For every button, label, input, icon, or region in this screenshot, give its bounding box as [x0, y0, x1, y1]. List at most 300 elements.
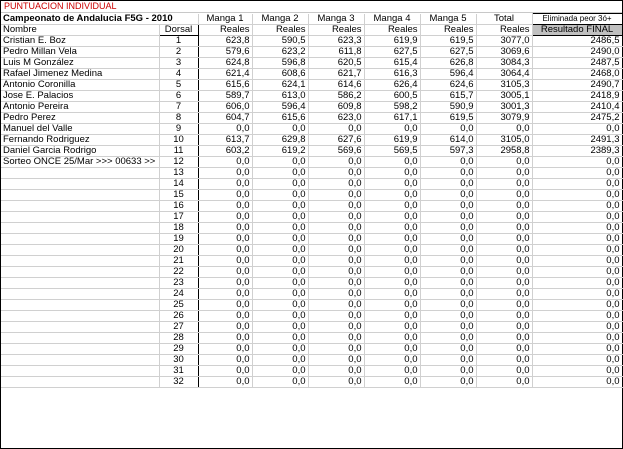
cell-dorsal[interactable]: 17	[159, 212, 198, 223]
cell-dorsal[interactable]: 29	[159, 344, 198, 355]
cell-final[interactable]: 0,0	[532, 267, 622, 278]
cell-total[interactable]: 0,0	[476, 212, 532, 223]
cell-manga-1[interactable]: 0,0	[198, 322, 252, 333]
cell-manga-2[interactable]: 615,6	[252, 113, 308, 124]
cell-manga-4[interactable]: 627,5	[364, 47, 420, 58]
cell-manga-1[interactable]: 0,0	[198, 223, 252, 234]
cell-manga-4[interactable]: 569,5	[364, 146, 420, 157]
cell-name[interactable]	[1, 355, 159, 366]
cell-manga-4[interactable]: 0,0	[364, 201, 420, 212]
cell-manga-1[interactable]: 0,0	[198, 201, 252, 212]
cell-final[interactable]: 0,0	[532, 212, 622, 223]
reales-header-5: Reales	[420, 25, 476, 36]
cell-name[interactable]: Antonio Coronilla	[1, 80, 159, 91]
cell-dorsal[interactable]: 15	[159, 190, 198, 201]
cell-manga-4[interactable]: 0,0	[364, 157, 420, 168]
cell-manga-2[interactable]: 0,0	[252, 234, 308, 245]
cell-manga-2[interactable]: 0,0	[252, 344, 308, 355]
cell-manga-5[interactable]: 626,8	[420, 58, 476, 69]
cell-dorsal[interactable]: 5	[159, 80, 198, 91]
cell-manga-1[interactable]: 603,2	[198, 146, 252, 157]
cell-manga-5[interactable]: 0,0	[420, 344, 476, 355]
cell-total[interactable]: 3079,9	[476, 113, 532, 124]
cell-name[interactable]	[1, 333, 159, 344]
cell-manga-5[interactable]: 0,0	[420, 179, 476, 190]
cell-name[interactable]	[1, 322, 159, 333]
cell-final[interactable]: 0,0	[532, 322, 622, 333]
cell-manga-1[interactable]: 0,0	[198, 278, 252, 289]
cell-manga-2[interactable]: 0,0	[252, 267, 308, 278]
cell-total[interactable]: 0,0	[476, 190, 532, 201]
cell-manga-1[interactable]: 0,0	[198, 311, 252, 322]
cell-manga-1[interactable]: 0,0	[198, 124, 252, 135]
cell-manga-4[interactable]: 0,0	[364, 355, 420, 366]
table-row	[1, 300, 622, 311]
cell-manga-3[interactable]: 0,0	[308, 256, 364, 267]
cell-manga-4[interactable]: 600,5	[364, 91, 420, 102]
cell-manga-5[interactable]: 0,0	[420, 190, 476, 201]
cell-name[interactable]	[1, 234, 159, 245]
cell-manga-4[interactable]: 0,0	[364, 256, 420, 267]
cell-manga-4[interactable]: 0,0	[364, 333, 420, 344]
cell-dorsal[interactable]: 26	[159, 311, 198, 322]
cell-manga-1[interactable]: 0,0	[198, 377, 252, 388]
cell-manga-3[interactable]: 0,0	[308, 157, 364, 168]
cell-manga-3[interactable]: 569,6	[308, 146, 364, 157]
cell-manga-1[interactable]: 0,0	[198, 190, 252, 201]
cell-manga-5[interactable]: 0,0	[420, 278, 476, 289]
cell-manga-3[interactable]: 0,0	[308, 377, 364, 388]
cell-manga-5[interactable]: 0,0	[420, 157, 476, 168]
table-row	[1, 355, 622, 366]
cell-total[interactable]: 2958,8	[476, 146, 532, 157]
cell-final[interactable]: 2490,7	[532, 80, 622, 91]
cell-manga-1[interactable]: 606,0	[198, 102, 252, 113]
cell-dorsal[interactable]: 16	[159, 201, 198, 212]
cell-name[interactable]	[1, 377, 159, 388]
reales-header-total: Reales	[476, 25, 532, 36]
cell-manga-3[interactable]: 0,0	[308, 201, 364, 212]
cell-manga-1[interactable]: 623,8	[198, 36, 252, 47]
cell-final[interactable]: 2389,3	[532, 146, 622, 157]
cell-name[interactable]	[1, 212, 159, 223]
cell-manga-4[interactable]: 0,0	[364, 223, 420, 234]
cell-manga-4[interactable]: 0,0	[364, 234, 420, 245]
cell-manga-3[interactable]: 0,0	[308, 190, 364, 201]
cell-final[interactable]: 2468,0	[532, 69, 622, 80]
cell-manga-4[interactable]: 0,0	[364, 212, 420, 223]
cell-manga-4[interactable]: 0,0	[364, 124, 420, 135]
cell-name[interactable]: Fernando Rodriguez	[1, 135, 159, 146]
cell-manga-4[interactable]: 0,0	[364, 300, 420, 311]
cell-total[interactable]: 0,0	[476, 355, 532, 366]
cell-dorsal[interactable]: 28	[159, 333, 198, 344]
cell-manga-2[interactable]: 590,5	[252, 36, 308, 47]
cell-dorsal[interactable]: 31	[159, 366, 198, 377]
cell-manga-2[interactable]: 0,0	[252, 311, 308, 322]
cell-manga-5[interactable]: 0,0	[420, 168, 476, 179]
cell-manga-2[interactable]: 0,0	[252, 333, 308, 344]
cell-total[interactable]: 3069,6	[476, 47, 532, 58]
cell-name[interactable]	[1, 300, 159, 311]
cell-final[interactable]: 0,0	[532, 157, 622, 168]
cell-manga-5[interactable]: 596,4	[420, 69, 476, 80]
cell-total[interactable]: 0,0	[476, 234, 532, 245]
cell-manga-1[interactable]: 0,0	[198, 267, 252, 278]
cell-manga-5[interactable]: 0,0	[420, 289, 476, 300]
cell-total[interactable]: 0,0	[476, 289, 532, 300]
cell-manga-3[interactable]: 611,8	[308, 47, 364, 58]
cell-dorsal[interactable]: 13	[159, 168, 198, 179]
cell-name[interactable]	[1, 190, 159, 201]
cell-name[interactable]	[1, 256, 159, 267]
cell-final[interactable]: 0,0	[532, 278, 622, 289]
cell-dorsal[interactable]: 14	[159, 179, 198, 190]
cell-manga-4[interactable]: 0,0	[364, 289, 420, 300]
cell-manga-2[interactable]: 0,0	[252, 179, 308, 190]
cell-total[interactable]: 0,0	[476, 245, 532, 256]
cell-manga-5[interactable]: 0,0	[420, 333, 476, 344]
cell-final[interactable]: 0,0	[532, 168, 622, 179]
cell-name[interactable]	[1, 344, 159, 355]
cell-final[interactable]: 0,0	[532, 124, 622, 135]
cell-manga-1[interactable]: 0,0	[198, 333, 252, 344]
cell-manga-2[interactable]: 0,0	[252, 212, 308, 223]
cell-name[interactable]: Manuel del Valle	[1, 124, 159, 135]
cell-manga-5[interactable]: 0,0	[420, 267, 476, 278]
cell-manga-2[interactable]: 0,0	[252, 300, 308, 311]
cell-manga-5[interactable]: 0,0	[420, 223, 476, 234]
cell-dorsal[interactable]: 11	[159, 146, 198, 157]
cell-dorsal[interactable]: 24	[159, 289, 198, 300]
cell-dorsal[interactable]: 25	[159, 300, 198, 311]
cell-dorsal[interactable]: 6	[159, 91, 198, 102]
cell-manga-2[interactable]: 619,2	[252, 146, 308, 157]
cell-total[interactable]: 0,0	[476, 377, 532, 388]
cell-name[interactable]: Antonio Pereira	[1, 102, 159, 113]
cell-manga-2[interactable]: 608,6	[252, 69, 308, 80]
cell-manga-2[interactable]: 0,0	[252, 366, 308, 377]
cell-manga-5[interactable]: 624,6	[420, 80, 476, 91]
cell-total[interactable]: 0,0	[476, 223, 532, 234]
cell-total[interactable]: 0,0	[476, 179, 532, 190]
cell-manga-2[interactable]: 0,0	[252, 355, 308, 366]
cell-final[interactable]: 0,0	[532, 377, 622, 388]
cell-total[interactable]: 3105,3	[476, 80, 532, 91]
cell-manga-1[interactable]: 0,0	[198, 234, 252, 245]
cell-manga-2[interactable]: 0,0	[252, 190, 308, 201]
cell-manga-3[interactable]: 0,0	[308, 179, 364, 190]
cell-manga-4[interactable]: 615,4	[364, 58, 420, 69]
cell-name[interactable]: Luis M González	[1, 58, 159, 69]
cell-manga-1[interactable]: 613,7	[198, 135, 252, 146]
cell-final[interactable]: 0,0	[532, 256, 622, 267]
cell-manga-3[interactable]: 0,0	[308, 322, 364, 333]
cell-manga-2[interactable]: 0,0	[252, 157, 308, 168]
cell-manga-2[interactable]: 623,2	[252, 47, 308, 58]
cell-final[interactable]: 2490,0	[532, 47, 622, 58]
cell-manga-4[interactable]: 0,0	[364, 168, 420, 179]
cell-total[interactable]: 3001,3	[476, 102, 532, 113]
cell-total[interactable]: 0,0	[476, 168, 532, 179]
cell-name[interactable]	[1, 168, 159, 179]
table-row	[1, 278, 622, 289]
section-title: PUNTUACION INDIVIDUAL	[4, 1, 117, 11]
cell-manga-3[interactable]: 0,0	[308, 278, 364, 289]
cell-manga-2[interactable]: 0,0	[252, 223, 308, 234]
cell-manga-5[interactable]: 0,0	[420, 212, 476, 223]
cell-final[interactable]: 2487,5	[532, 58, 622, 69]
score-table	[1, 13, 623, 388]
cell-dorsal[interactable]: 32	[159, 377, 198, 388]
cell-manga-3[interactable]: 0,0	[308, 300, 364, 311]
cell-manga-3[interactable]: 0,0	[308, 355, 364, 366]
cell-final[interactable]: 0,0	[532, 344, 622, 355]
cell-manga-4[interactable]: 0,0	[364, 190, 420, 201]
cell-manga-2[interactable]: 0,0	[252, 201, 308, 212]
cell-manga-1[interactable]: 604,7	[198, 113, 252, 124]
cell-manga-5[interactable]: 0,0	[420, 124, 476, 135]
cell-manga-3[interactable]: 620,5	[308, 58, 364, 69]
cell-manga-5[interactable]: 627,5	[420, 47, 476, 58]
cell-final[interactable]: 0,0	[532, 190, 622, 201]
cell-manga-4[interactable]: 0,0	[364, 179, 420, 190]
cell-manga-3[interactable]: 627,6	[308, 135, 364, 146]
cell-dorsal[interactable]: 12	[159, 157, 198, 168]
cell-manga-4[interactable]: 619,9	[364, 135, 420, 146]
cell-manga-5[interactable]: 0,0	[420, 201, 476, 212]
cell-manga-3[interactable]: 623,3	[308, 36, 364, 47]
cell-manga-5[interactable]: 590,9	[420, 102, 476, 113]
cell-manga-1[interactable]: 0,0	[198, 168, 252, 179]
cell-final[interactable]: 0,0	[532, 223, 622, 234]
cell-manga-3[interactable]: 0,0	[308, 289, 364, 300]
cell-total[interactable]: 0,0	[476, 201, 532, 212]
cell-dorsal[interactable]: 2	[159, 47, 198, 58]
cell-manga-1[interactable]: 589,7	[198, 91, 252, 102]
cell-final[interactable]: 0,0	[532, 311, 622, 322]
cell-name[interactable]: Rafael Jimenez Medina	[1, 69, 159, 80]
cell-manga-1[interactable]: 624,8	[198, 58, 252, 69]
cell-total[interactable]: 0,0	[476, 344, 532, 355]
cell-name[interactable]: Pedro Perez	[1, 113, 159, 124]
cell-dorsal[interactable]: 22	[159, 267, 198, 278]
cell-manga-5[interactable]: 597,3	[420, 146, 476, 157]
cell-dorsal[interactable]: 18	[159, 223, 198, 234]
cell-dorsal[interactable]: 30	[159, 355, 198, 366]
cell-manga-1[interactable]: 0,0	[198, 344, 252, 355]
cell-final[interactable]: 0,0	[532, 234, 622, 245]
cell-final[interactable]: 2491,3	[532, 135, 622, 146]
cell-manga-3[interactable]: 0,0	[308, 344, 364, 355]
cell-manga-1[interactable]: 0,0	[198, 212, 252, 223]
cell-manga-3[interactable]: 0,0	[308, 223, 364, 234]
table-row	[1, 377, 622, 388]
cell-name[interactable]	[1, 278, 159, 289]
cell-final[interactable]: 2486,5	[532, 36, 622, 47]
cell-manga-5[interactable]: 0,0	[420, 245, 476, 256]
table-row	[1, 91, 622, 102]
table-row	[1, 36, 622, 47]
cell-manga-2[interactable]: 0,0	[252, 278, 308, 289]
cell-manga-1[interactable]: 0,0	[198, 366, 252, 377]
cell-dorsal[interactable]: 4	[159, 69, 198, 80]
cell-dorsal[interactable]: 27	[159, 322, 198, 333]
cell-dorsal[interactable]: 20	[159, 245, 198, 256]
table-row	[1, 311, 622, 322]
cell-manga-3[interactable]: 0,0	[308, 124, 364, 135]
cell-dorsal[interactable]: 23	[159, 278, 198, 289]
cell-manga-5[interactable]: 0,0	[420, 300, 476, 311]
cell-manga-2[interactable]: 0,0	[252, 322, 308, 333]
cell-total[interactable]: 0,0	[476, 311, 532, 322]
cell-manga-5[interactable]: 0,0	[420, 366, 476, 377]
cell-manga-2[interactable]: 0,0	[252, 124, 308, 135]
cell-name[interactable]	[1, 179, 159, 190]
cell-dorsal[interactable]: 21	[159, 256, 198, 267]
cell-manga-3[interactable]: 623,0	[308, 113, 364, 124]
cell-manga-4[interactable]: 0,0	[364, 322, 420, 333]
cell-total[interactable]: 0,0	[476, 333, 532, 344]
cell-total[interactable]: 3064,4	[476, 69, 532, 80]
cell-manga-1[interactable]: 0,0	[198, 256, 252, 267]
cell-total[interactable]: 0,0	[476, 300, 532, 311]
cell-manga-4[interactable]: 0,0	[364, 267, 420, 278]
cell-manga-2[interactable]: 0,0	[252, 168, 308, 179]
cell-total[interactable]: 0,0	[476, 124, 532, 135]
cell-dorsal[interactable]: 8	[159, 113, 198, 124]
cell-dorsal[interactable]: 19	[159, 234, 198, 245]
cell-manga-5[interactable]: 0,0	[420, 311, 476, 322]
cell-manga-2[interactable]: 596,4	[252, 102, 308, 113]
cell-manga-1[interactable]: 0,0	[198, 289, 252, 300]
cell-final[interactable]: 2418,9	[532, 91, 622, 102]
cell-manga-3[interactable]: 0,0	[308, 245, 364, 256]
cell-manga-2[interactable]: 629,8	[252, 135, 308, 146]
cell-name[interactable]: Daniel Garcia Rodrigo	[1, 146, 159, 157]
cell-manga-3[interactable]: 614,6	[308, 80, 364, 91]
cell-manga-4[interactable]: 0,0	[364, 344, 420, 355]
cell-manga-3[interactable]: 609,8	[308, 102, 364, 113]
cell-manga-2[interactable]: 613,0	[252, 91, 308, 102]
cell-manga-4[interactable]: 626,4	[364, 80, 420, 91]
cell-name[interactable]	[1, 245, 159, 256]
cell-manga-1[interactable]: 579,6	[198, 47, 252, 58]
cell-manga-5[interactable]: 0,0	[420, 234, 476, 245]
cell-manga-5[interactable]: 614,0	[420, 135, 476, 146]
cell-total[interactable]: 0,0	[476, 157, 532, 168]
cell-manga-1[interactable]: 621,4	[198, 69, 252, 80]
cell-final[interactable]: 2410,4	[532, 102, 622, 113]
cell-name[interactable]	[1, 267, 159, 278]
cell-manga-4[interactable]: 617,1	[364, 113, 420, 124]
cell-manga-4[interactable]: 0,0	[364, 377, 420, 388]
cell-manga-3[interactable]: 0,0	[308, 366, 364, 377]
cell-manga-5[interactable]: 619,5	[420, 113, 476, 124]
cell-manga-5[interactable]: 0,0	[420, 355, 476, 366]
cell-manga-1[interactable]: 0,0	[198, 300, 252, 311]
cell-manga-3[interactable]: 0,0	[308, 168, 364, 179]
cell-manga-5[interactable]: 0,0	[420, 377, 476, 388]
cell-total[interactable]: 3105,0	[476, 135, 532, 146]
cell-manga-4[interactable]: 0,0	[364, 245, 420, 256]
cell-manga-3[interactable]: 0,0	[308, 234, 364, 245]
cell-dorsal[interactable]: 10	[159, 135, 198, 146]
cell-manga-2[interactable]: 596,8	[252, 58, 308, 69]
cell-name[interactable]: Pedro Millan Vela	[1, 47, 159, 58]
cell-manga-5[interactable]: 619,5	[420, 36, 476, 47]
cell-name[interactable]: Jose E. Palacios	[1, 91, 159, 102]
cell-manga-3[interactable]: 586,2	[308, 91, 364, 102]
cell-manga-1[interactable]: 0,0	[198, 245, 252, 256]
cell-manga-4[interactable]: 0,0	[364, 278, 420, 289]
cell-manga-4[interactable]: 0,0	[364, 366, 420, 377]
cell-manga-1[interactable]: 0,0	[198, 157, 252, 168]
cell-total[interactable]: 0,0	[476, 267, 532, 278]
cell-manga-3[interactable]: 0,0	[308, 333, 364, 344]
cell-dorsal[interactable]: 7	[159, 102, 198, 113]
cell-manga-2[interactable]: 0,0	[252, 245, 308, 256]
cell-final[interactable]: 0,0	[532, 355, 622, 366]
cell-final[interactable]: 0,0	[532, 201, 622, 212]
cell-manga-2[interactable]: 0,0	[252, 256, 308, 267]
cell-total[interactable]: 3077,0	[476, 36, 532, 47]
cell-final[interactable]: 0,0	[532, 179, 622, 190]
cell-manga-5[interactable]: 0,0	[420, 256, 476, 267]
cell-name[interactable]	[1, 223, 159, 234]
cell-manga-3[interactable]: 0,0	[308, 267, 364, 278]
cell-manga-2[interactable]: 0,0	[252, 377, 308, 388]
cell-manga-3[interactable]: 621,7	[308, 69, 364, 80]
cell-name[interactable]	[1, 201, 159, 212]
cell-manga-2[interactable]: 0,0	[252, 289, 308, 300]
cell-total[interactable]: 3084,3	[476, 58, 532, 69]
cell-dorsal[interactable]: 3	[159, 58, 198, 69]
cell-total[interactable]: 0,0	[476, 322, 532, 333]
cell-manga-4[interactable]: 616,3	[364, 69, 420, 80]
cell-manga-1[interactable]: 0,0	[198, 179, 252, 190]
cell-name[interactable]: Sorteo ONCE 25/Mar >>> 00633 >>	[1, 157, 159, 168]
cell-manga-1[interactable]: 0,0	[198, 355, 252, 366]
cell-manga-2[interactable]: 624,1	[252, 80, 308, 91]
cell-total[interactable]: 0,0	[476, 366, 532, 377]
cell-manga-4[interactable]: 0,0	[364, 311, 420, 322]
cell-manga-4[interactable]: 619,9	[364, 36, 420, 47]
cell-name[interactable]: Cristian E. Boz	[1, 36, 159, 47]
cell-manga-4[interactable]: 598,2	[364, 102, 420, 113]
cell-manga-1[interactable]: 615,6	[198, 80, 252, 91]
cell-manga-5[interactable]: 615,7	[420, 91, 476, 102]
cell-final[interactable]: 0,0	[532, 366, 622, 377]
cell-name[interactable]	[1, 311, 159, 322]
table-row	[1, 366, 622, 377]
cell-final[interactable]: 0,0	[532, 289, 622, 300]
cell-total[interactable]: 0,0	[476, 278, 532, 289]
cell-total[interactable]: 0,0	[476, 256, 532, 267]
cell-final[interactable]: 2475,2	[532, 113, 622, 124]
cell-name[interactable]	[1, 366, 159, 377]
cell-dorsal[interactable]: 9	[159, 124, 198, 135]
cell-final[interactable]: 0,0	[532, 333, 622, 344]
cell-name[interactable]	[1, 289, 159, 300]
cell-manga-3[interactable]: 0,0	[308, 212, 364, 223]
cell-total[interactable]: 3005,1	[476, 91, 532, 102]
cell-dorsal[interactable]: 1	[159, 36, 198, 47]
cell-manga-5[interactable]: 0,0	[420, 322, 476, 333]
cell-final[interactable]: 0,0	[532, 300, 622, 311]
cell-manga-3[interactable]: 0,0	[308, 311, 364, 322]
cell-final[interactable]: 0,0	[532, 245, 622, 256]
